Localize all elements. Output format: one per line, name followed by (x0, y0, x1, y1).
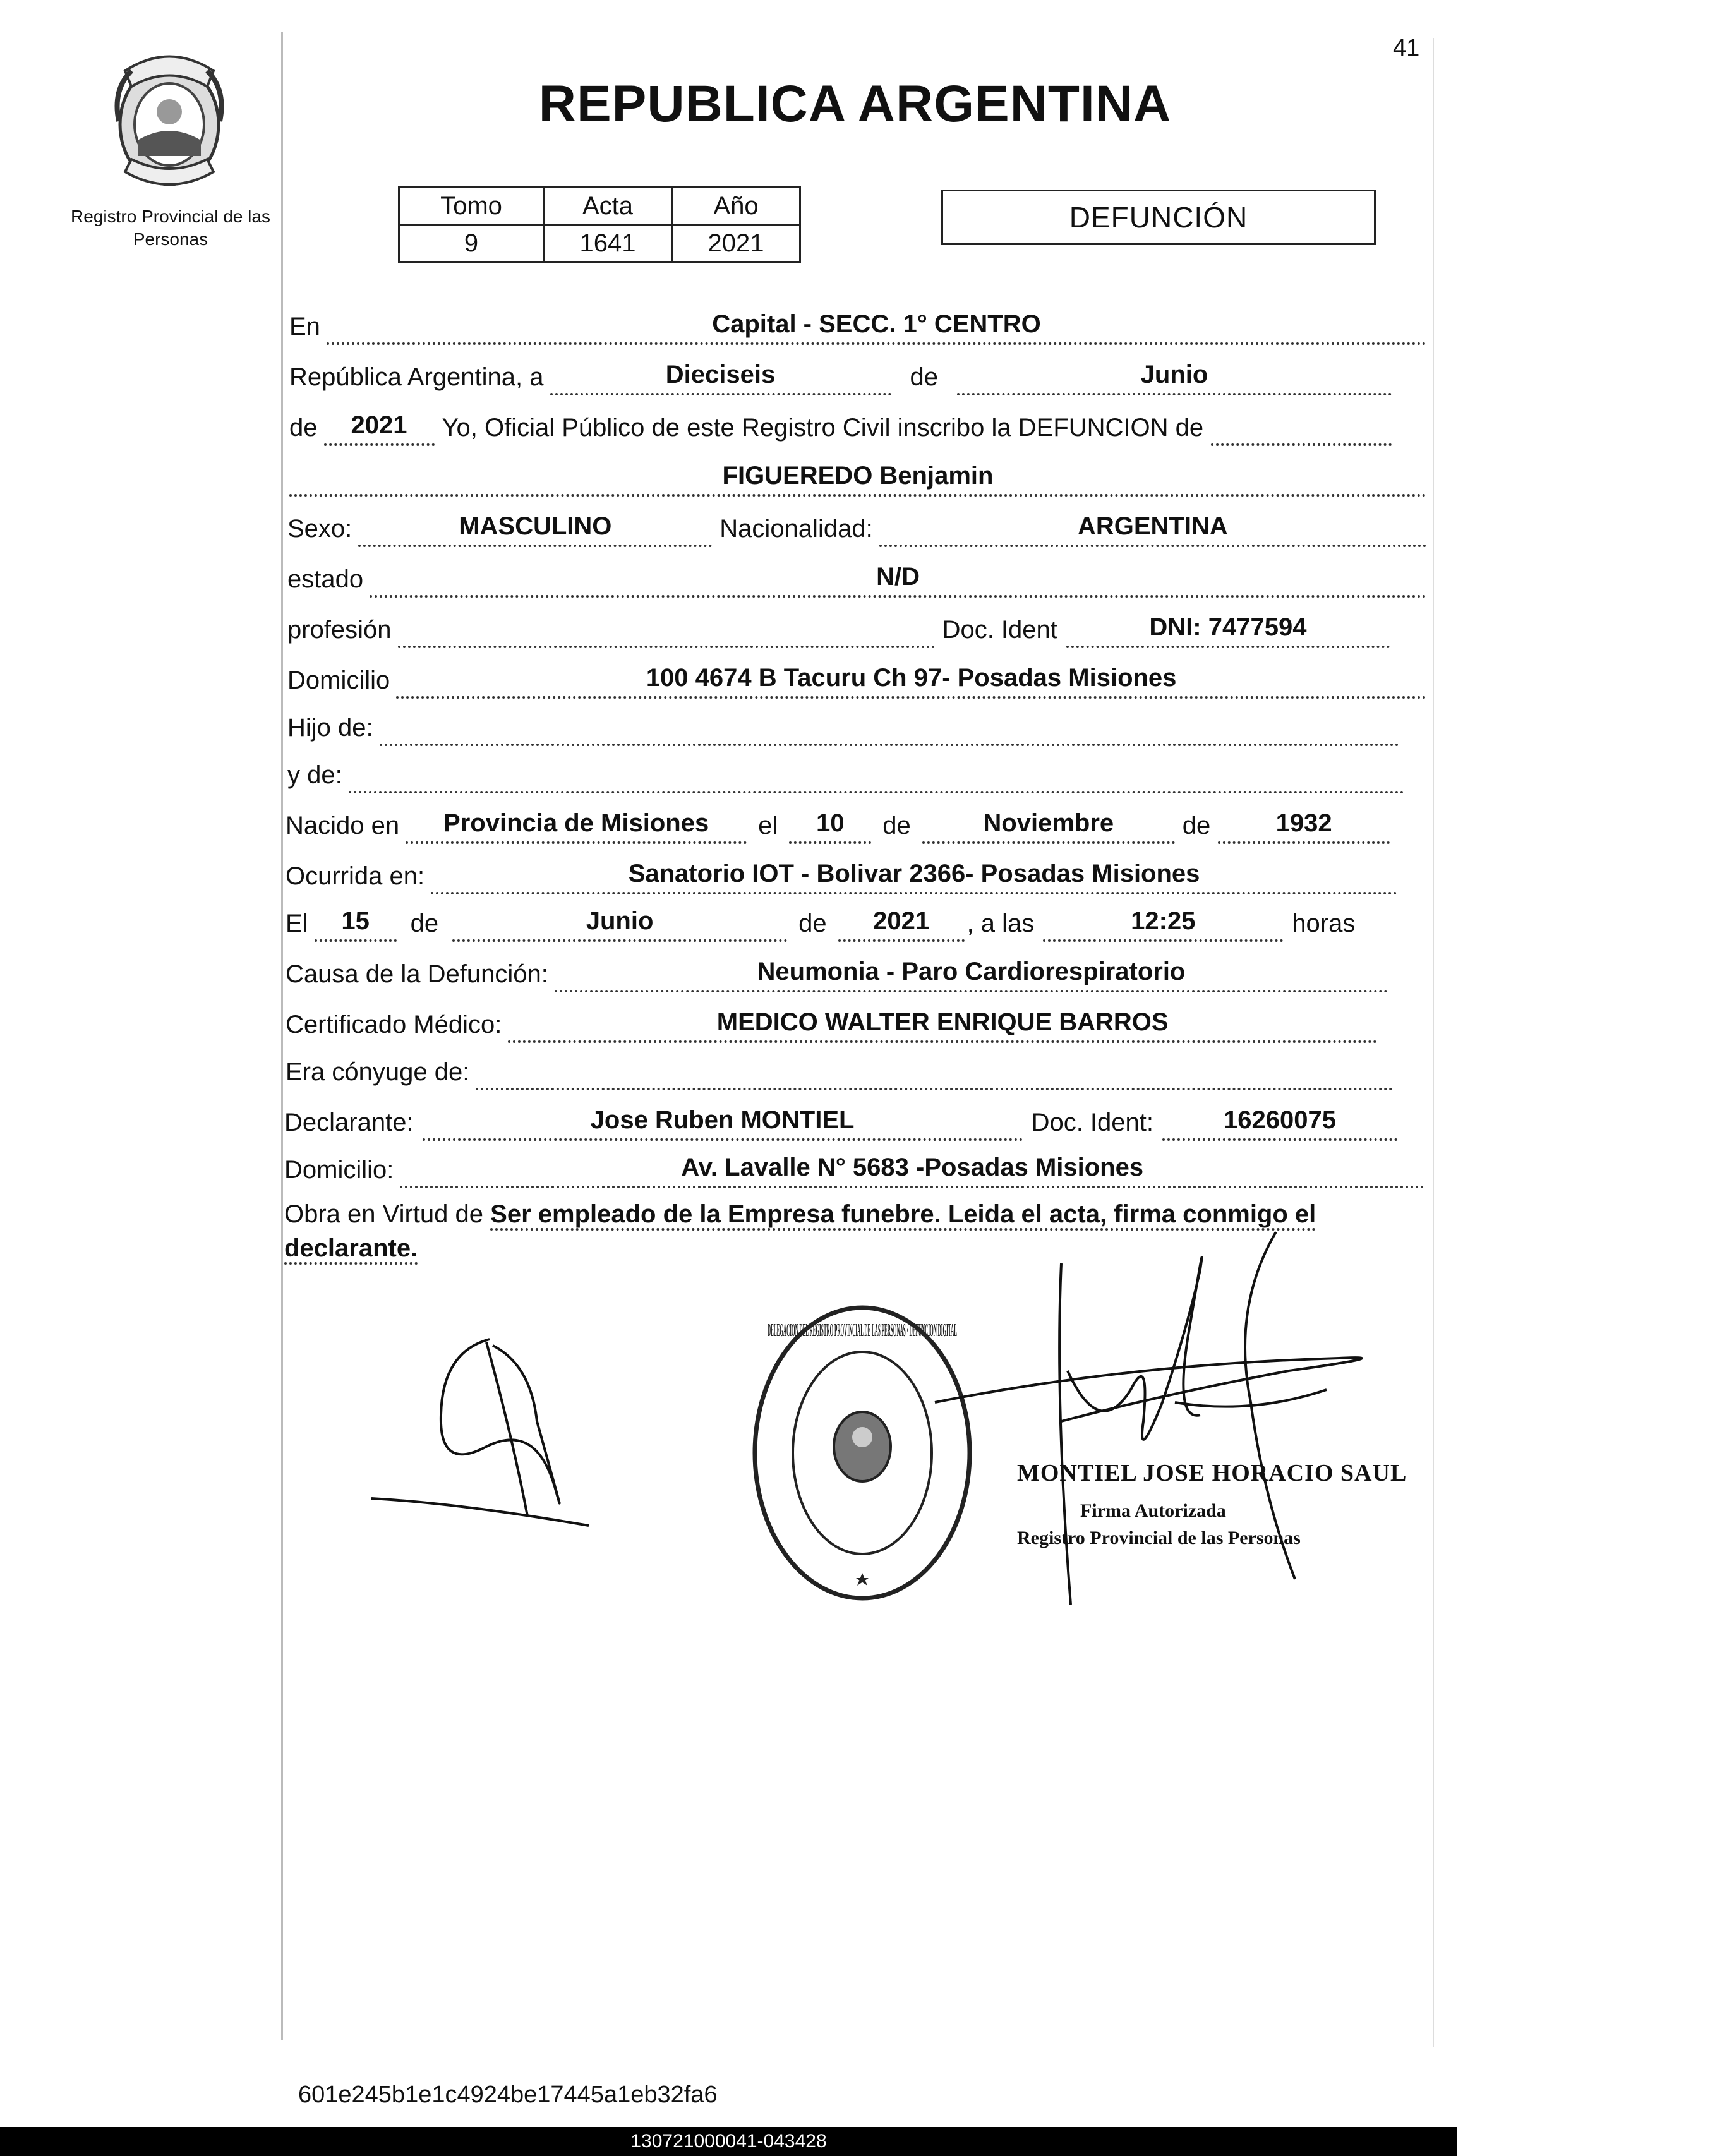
en-label: En (289, 313, 320, 340)
declarante-signature (366, 1327, 632, 1554)
row-estado (287, 562, 1426, 598)
anio-label: de (289, 414, 318, 442)
row-conyuge (286, 1055, 1393, 1090)
alas-label: , a las (966, 910, 1035, 937)
document-type-box: DEFUNCIÓN (941, 190, 1376, 245)
causa-value: Neumonia - Paro Cardiorespiratorio (555, 957, 1388, 992)
oficial-text: Yo, Oficial Público de este Registro Civil inscribo la DEFUNCION de (442, 414, 1204, 442)
domicilio-value: 100 4674 B Tacuru Ch 97- Posadas Misiones (396, 663, 1426, 699)
def-anio-value: 2021 (838, 906, 965, 942)
nacido-label: Nacido en (286, 812, 400, 840)
conyuge-value (476, 1055, 1393, 1090)
def-de2-label: de (798, 910, 827, 937)
tomo-table (398, 186, 801, 263)
de-label: de (910, 363, 938, 391)
stamp-text: DELEGACION DEL REGISTRO PROVINCIAL DE LAS PERSONAS · DEFUNCION DIGITAL (768, 1321, 957, 1340)
yde-value (349, 758, 1404, 793)
row-fecha-inscripcion (289, 360, 1392, 395)
nac-mes-value: Noviembre (922, 809, 1175, 844)
hijo-value (380, 711, 1399, 746)
decl-dom-label: Domicilio: (284, 1156, 394, 1184)
row-decl-domicilio (284, 1153, 1424, 1188)
row-declarante (284, 1105, 1397, 1141)
profesion-label: profesión (287, 616, 392, 644)
row-yde (287, 758, 1404, 793)
tomo-value: 9 (399, 225, 544, 262)
def-dia-value: 15 (315, 906, 397, 942)
nac-anio-value: 1932 (1218, 809, 1390, 844)
registry-label: Registro Provincial de las Personas (71, 207, 270, 249)
official-name: MONTIEL JOSE HORACIO SAUL (1017, 1460, 1407, 1486)
declarante-value: Jose Ruben MONTIEL (423, 1105, 1023, 1141)
mes-value: Junio (957, 360, 1392, 395)
row-causa (286, 957, 1388, 992)
official-role: Firma Autorizada (1080, 1500, 1226, 1521)
en-value: Capital - SECC. 1° CENTRO (327, 310, 1426, 345)
acta-header: Acta (544, 188, 672, 225)
domicilio-label: Domicilio (287, 666, 390, 694)
yde-label: y de: (287, 761, 342, 789)
row-domicilio (287, 663, 1426, 699)
nac-dia-value: 10 (789, 809, 871, 844)
row-nombre (289, 461, 1426, 497)
sexo-value: MASCULINO (358, 512, 712, 547)
row-ocurrida (286, 859, 1397, 894)
row-certificado (286, 1008, 1377, 1043)
obra-value: Ser empleado de la Empresa funebre. Leida el acta, firma conmigo el declarante. (284, 1200, 1316, 1265)
certificado-value: MEDICO WALTER ENRIQUE BARROS (508, 1008, 1377, 1043)
official-signature (935, 1213, 1415, 1617)
nacido-value: Provincia de Misiones (406, 809, 747, 844)
anio-header: Año (672, 188, 800, 225)
footer-code-bar (0, 2127, 1457, 2156)
nac-de2-label: de (1182, 812, 1211, 840)
document-hash: 601e245b1e1c4924be17445a1eb32fa6 (298, 2081, 718, 2108)
official-registry: Registro Provincial de las Personas (1017, 1527, 1301, 1548)
row-hijo (287, 711, 1399, 746)
anio-value: 2021 (672, 225, 800, 262)
sexo-label: Sexo: (287, 515, 352, 543)
hijo-label: Hijo de: (287, 714, 373, 742)
profesion-value (398, 613, 935, 648)
row-profesion (287, 613, 1390, 648)
oficial-blank (1211, 411, 1392, 446)
row-oficial (289, 411, 1392, 446)
def-de1-label: de (410, 910, 439, 937)
docident-value: DNI: 7477594 (1066, 613, 1390, 648)
tomo-header: Tomo (399, 188, 544, 225)
dia-value: Dieciseis (550, 360, 891, 395)
certificado-label: Certificado Médico: (286, 1011, 502, 1039)
nacionalidad-value: ARGENTINA (879, 512, 1426, 547)
decl-doc-label: Doc. Ident: (1031, 1109, 1153, 1136)
el-label: el (758, 812, 778, 840)
left-margin-rule (281, 32, 283, 2040)
decl-dom-value: Av. Lavalle N° 5683 -Posadas Misiones (400, 1153, 1424, 1188)
row-sexo (287, 512, 1426, 547)
horas-label: horas (1292, 910, 1356, 937)
page-title: REPUBLICA ARGENTINA (538, 75, 1172, 133)
anio-inscripcion-value: 2021 (324, 411, 435, 446)
obra-label: Obra en Virtud de (284, 1200, 484, 1228)
footer-code: 130721000041-043428 (630, 2131, 827, 2152)
decl-doc-value: 16260075 (1162, 1105, 1397, 1141)
nac-de1-label: de (882, 812, 911, 840)
right-margin-rule (1433, 38, 1434, 2047)
ocurrida-label: Ocurrida en: (286, 862, 425, 890)
el2-label: El (286, 910, 308, 937)
row-nacimiento (286, 809, 1390, 844)
row-fecha-defuncion (286, 906, 1423, 942)
page-number: 41 (1393, 35, 1420, 61)
republica-label: República Argentina, a (289, 363, 544, 391)
estado-label: estado (287, 565, 364, 593)
ocurrida-value: Sanatorio IOT - Bolivar 2366- Posadas Misiones (431, 859, 1397, 894)
acta-value: 1641 (544, 225, 672, 262)
nacionalidad-label: Nacionalidad: (720, 515, 873, 543)
row-en (289, 310, 1426, 345)
conyuge-label: Era cónyuge de: (286, 1058, 470, 1086)
estado-value: N/D (370, 562, 1426, 598)
def-mes-value: Junio (452, 906, 787, 942)
declarante-label: Declarante: (284, 1109, 414, 1136)
docident-label: Doc. Ident (942, 616, 1057, 644)
nombre-value: FIGUEREDO Benjamin (289, 461, 1426, 497)
def-hora-value: 12:25 (1043, 906, 1283, 942)
causa-label: Causa de la Defunción: (286, 960, 548, 988)
